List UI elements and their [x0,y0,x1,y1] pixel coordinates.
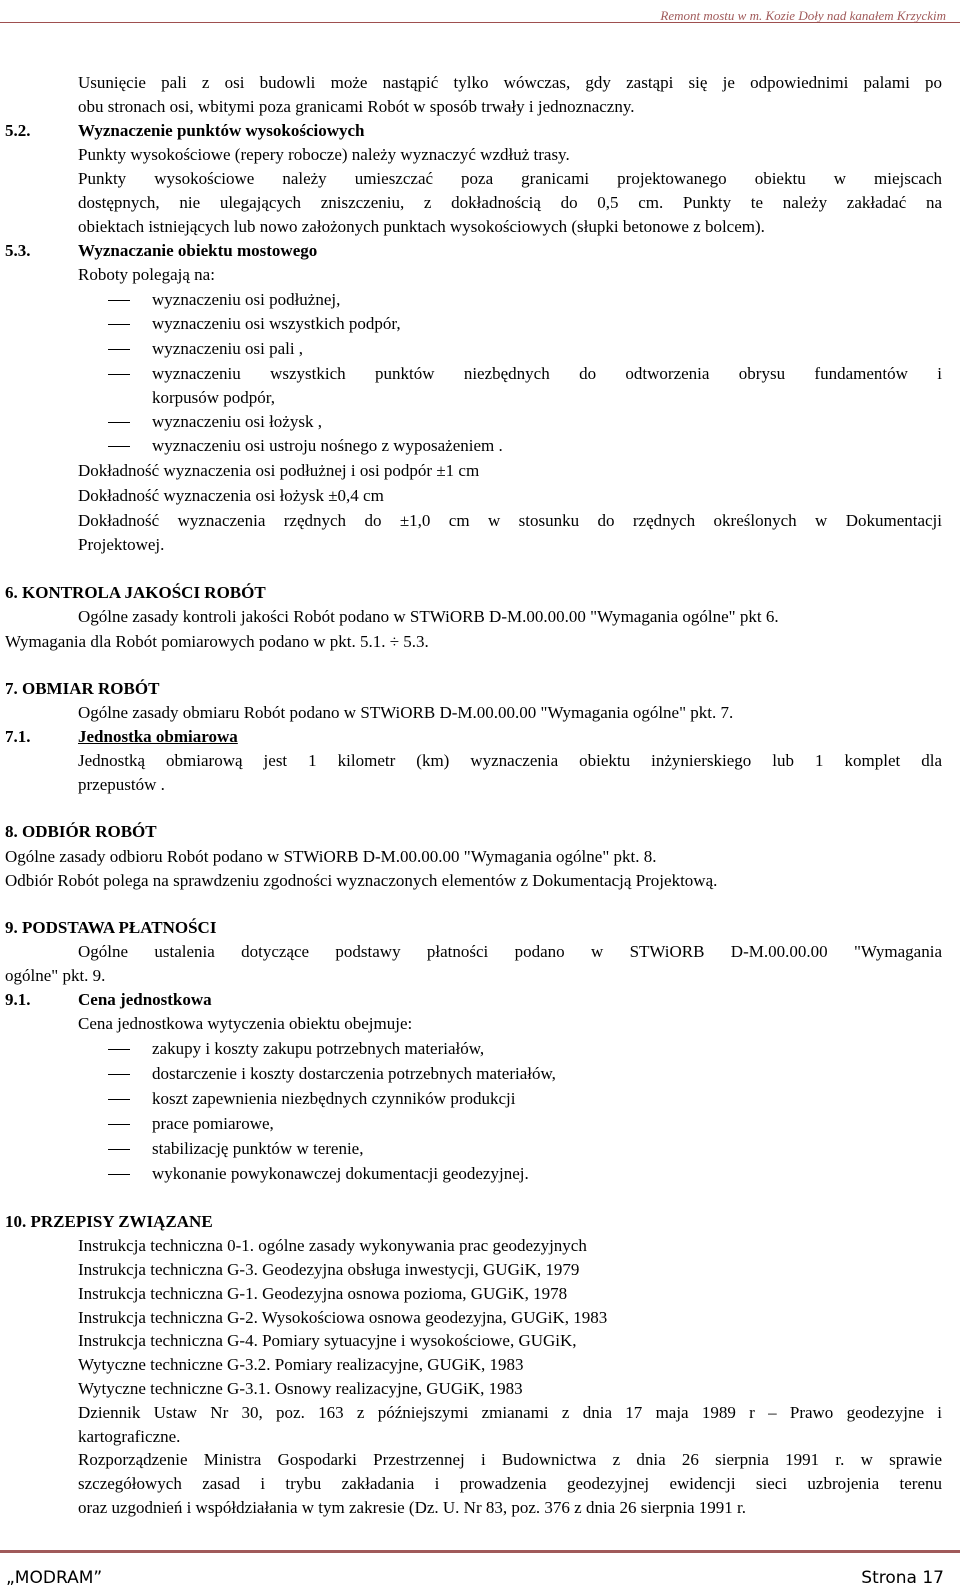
body-line: Odbiór Robót polega na sprawdzeniu zgodności wyznaczonych elementów z Dokumentacją Projektową. [5,871,718,890]
chapter-title: 8. ODBIÓR ROBÓT [5,822,157,841]
list-item-continuation: korpusów podpór, [152,388,276,407]
regulation-line: Wytyczne techniczne G-3.1. Osnowy realizacyjne, GUGiK, 1983 [78,1379,523,1398]
body-line: Punkty wysokościowe (repery robocze) należy wyznaczyć wzdłuż trasy. [78,145,570,164]
list-dash [108,422,130,423]
body-line: Jednostką obmiarową jest 1 kilometr (km) wyznaczenia obiektu inżynierskiego lub 1 komplet dla [78,751,942,770]
body-line: Ogólne ustalenia dotyczące podstawy płatności podano w STWiORB D-M.00.00.00 "Wymagania [78,942,942,961]
regulation-line: Dziennik Ustaw Nr 30, poz. 163 z późniejszymi zmianami z dnia 17 maja 1989 r – Prawo geodezyjne i [78,1403,942,1422]
list-dash [108,1074,130,1075]
regulation-line: Instrukcja techniczna G-4. Pomiary sytuacyjne i wysokościowe, GUGiK, [78,1331,577,1350]
body-line: Cena jednostkowa wytyczenia obiektu obejmuje: [78,1014,413,1033]
list-item: wyznaczeniu wszystkich punktów niezbędnych do odtworzenia obrysu fundamentów i [152,364,942,383]
list-item: wyznaczeniu osi podłużnej, [152,290,341,309]
section-title: Jednostka obmiarowa [78,727,238,746]
header-rule [0,22,960,23]
chapter-title: 7. OBMIAR ROBÓT [5,679,160,698]
body-line: dostępnych, nie ulegających zniszczeniu, z dokładnością do 0,5 cm. Punkty te należy zakładać na [78,193,942,212]
body-line: ogólne" pkt. 9. [5,966,106,985]
regulation-line: Instrukcja techniczna G-3. Geodezyjna obsługa inwestycji, GUGiK, 1979 [78,1260,580,1279]
list-dash [108,349,130,350]
page-footer [0,1548,960,1592]
body-line: Ogólne zasady kontroli jakości Robót podano w STWiORB D-M.00.00.00 "Wymagania ogólne" pkt 6. [78,607,779,626]
list-item: wyznaczeniu osi pali , [152,339,304,358]
list-dash [108,1174,130,1175]
body-line: Projektowej. [78,535,165,554]
body-line: Wymagania dla Robót pomiarowych podano w pkt. 5.1. ÷ 5.3. [5,632,429,651]
list-item: wykonanie powykonawczej dokumentacji geodezyjnej. [152,1164,529,1183]
header-title: Remont mostu w m. Kozie Doły nad kanałem Krzyckim [660,8,946,23]
section-number: 9.1. [5,990,31,1009]
body-line: przepustów . [78,775,165,794]
regulation-line: Instrukcja techniczna G-1. Geodezyjna osnowa pozioma, GUGiK, 1978 [78,1284,568,1303]
section-number: 7.1. [5,727,31,746]
footer-rule [0,1550,960,1553]
list-dash [108,1149,130,1150]
chapter-title: 10. PRZEPISY ZWIĄZANE [5,1212,213,1231]
section-title: Cena jednostkowa [78,990,212,1009]
body-line: Dokładność wyznaczenia rzędnych do ±1,0 cm w stosunku do rzędnych określonych w Dokumentacji [78,511,942,530]
footer-company: „MODRAM” [6,1568,103,1588]
list-item: stabilizację punktów w terenie, [152,1139,364,1158]
list-item: dostarczenie i koszty dostarczenia potrzebnych materiałów, [152,1064,556,1083]
body-line: Roboty polegają na: [78,265,215,284]
list-dash [108,1124,130,1125]
list-item: koszt zapewnienia niezbędnych czynników produkcji [152,1089,516,1108]
page-number: Strona 17 [861,1568,944,1588]
list-item: wyznaczeniu osi wszystkich podpór, [152,314,401,333]
regulation-line: Instrukcja techniczna 0-1. ogólne zasady wykonywania prac geodezyjnych [78,1236,587,1255]
regulation-line: kartograficzne. [78,1427,181,1446]
body-line: Ogólne zasady odbioru Robót podano w STWiORB D-M.00.00.00 "Wymagania ogólne" pkt. 8. [5,847,657,866]
chapter-title: 6. KONTROLA JAKOŚCI ROBÓT [5,583,266,602]
chapter-title: 9. PODSTAWA PŁATNOŚCI [5,918,217,937]
regulation-line: Instrukcja techniczna G-2. Wysokościowa osnowa geodezyjna, GUGiK, 1983 [78,1308,608,1327]
body-line: obiektach istniejących lub nowo założonych punktach wysokościowych (słupki betonowe z bolcem). [78,217,765,236]
regulation-line: Wytyczne techniczne G-3.2. Pomiary realizacyjne, GUGiK, 1983 [78,1355,524,1374]
list-item: wyznaczeniu osi łożysk , [152,412,322,431]
section-number: 5.3. [5,241,31,260]
regulation-line: oraz uzgodnień i współdziałania w tym zakresie (Dz. U. Nr 83, poz. 376 z dnia 26 sierpnia 1991 r. [78,1498,747,1517]
list-item: prace pomiarowe, [152,1114,274,1133]
section-title: Wyznaczenie punktów wysokościowych [78,121,365,140]
body-line: Dokładność wyznaczenia osi łożysk ±0,4 cm [78,486,384,505]
list-dash [108,374,130,375]
list-item: wyznaczeniu osi ustroju nośnego z wyposażeniem . [152,436,503,455]
section-number: 5.2. [5,121,31,140]
page-header [0,0,960,24]
body-line: Punkty wysokościowe należy umieszczać poza granicami projektowanego obiektu w miejscach [78,169,942,188]
list-dash [108,300,130,301]
section-title: Wyznaczanie obiektu mostowego [78,241,318,260]
body-line: Dokładność wyznaczenia osi podłużnej i osi podpór ±1 cm [78,461,480,480]
body-line: Ogólne zasady obmiaru Robót podano w STWiORB D-M.00.00.00 "Wymagania ogólne" pkt. 7. [78,703,734,722]
list-dash [108,1099,130,1100]
list-dash [108,1049,130,1050]
list-dash [108,324,130,325]
regulation-line: szczegółowych zasad i trybu zakładania i prowadzenia geodezyjnej ewidencji sieci uzbrojenia terenu [78,1474,942,1493]
list-dash [108,446,130,447]
body-line: obu stronach osi, wbitymi poza granicami Robót w sposób trwały i jednoznaczny. [78,97,635,116]
regulation-line: Rozporządzenie Ministra Gospodarki Przestrzennej i Budownictwa z dnia 26 sierpnia 1991 r. w sprawie [78,1450,942,1469]
body-line: Usunięcie pali z osi budowli może nastąpić tylko wówczas, gdy zastąpi się je odpowiednimi palami po [78,73,942,92]
list-item: zakupy i koszty zakupu potrzebnych materiałów, [152,1039,485,1058]
